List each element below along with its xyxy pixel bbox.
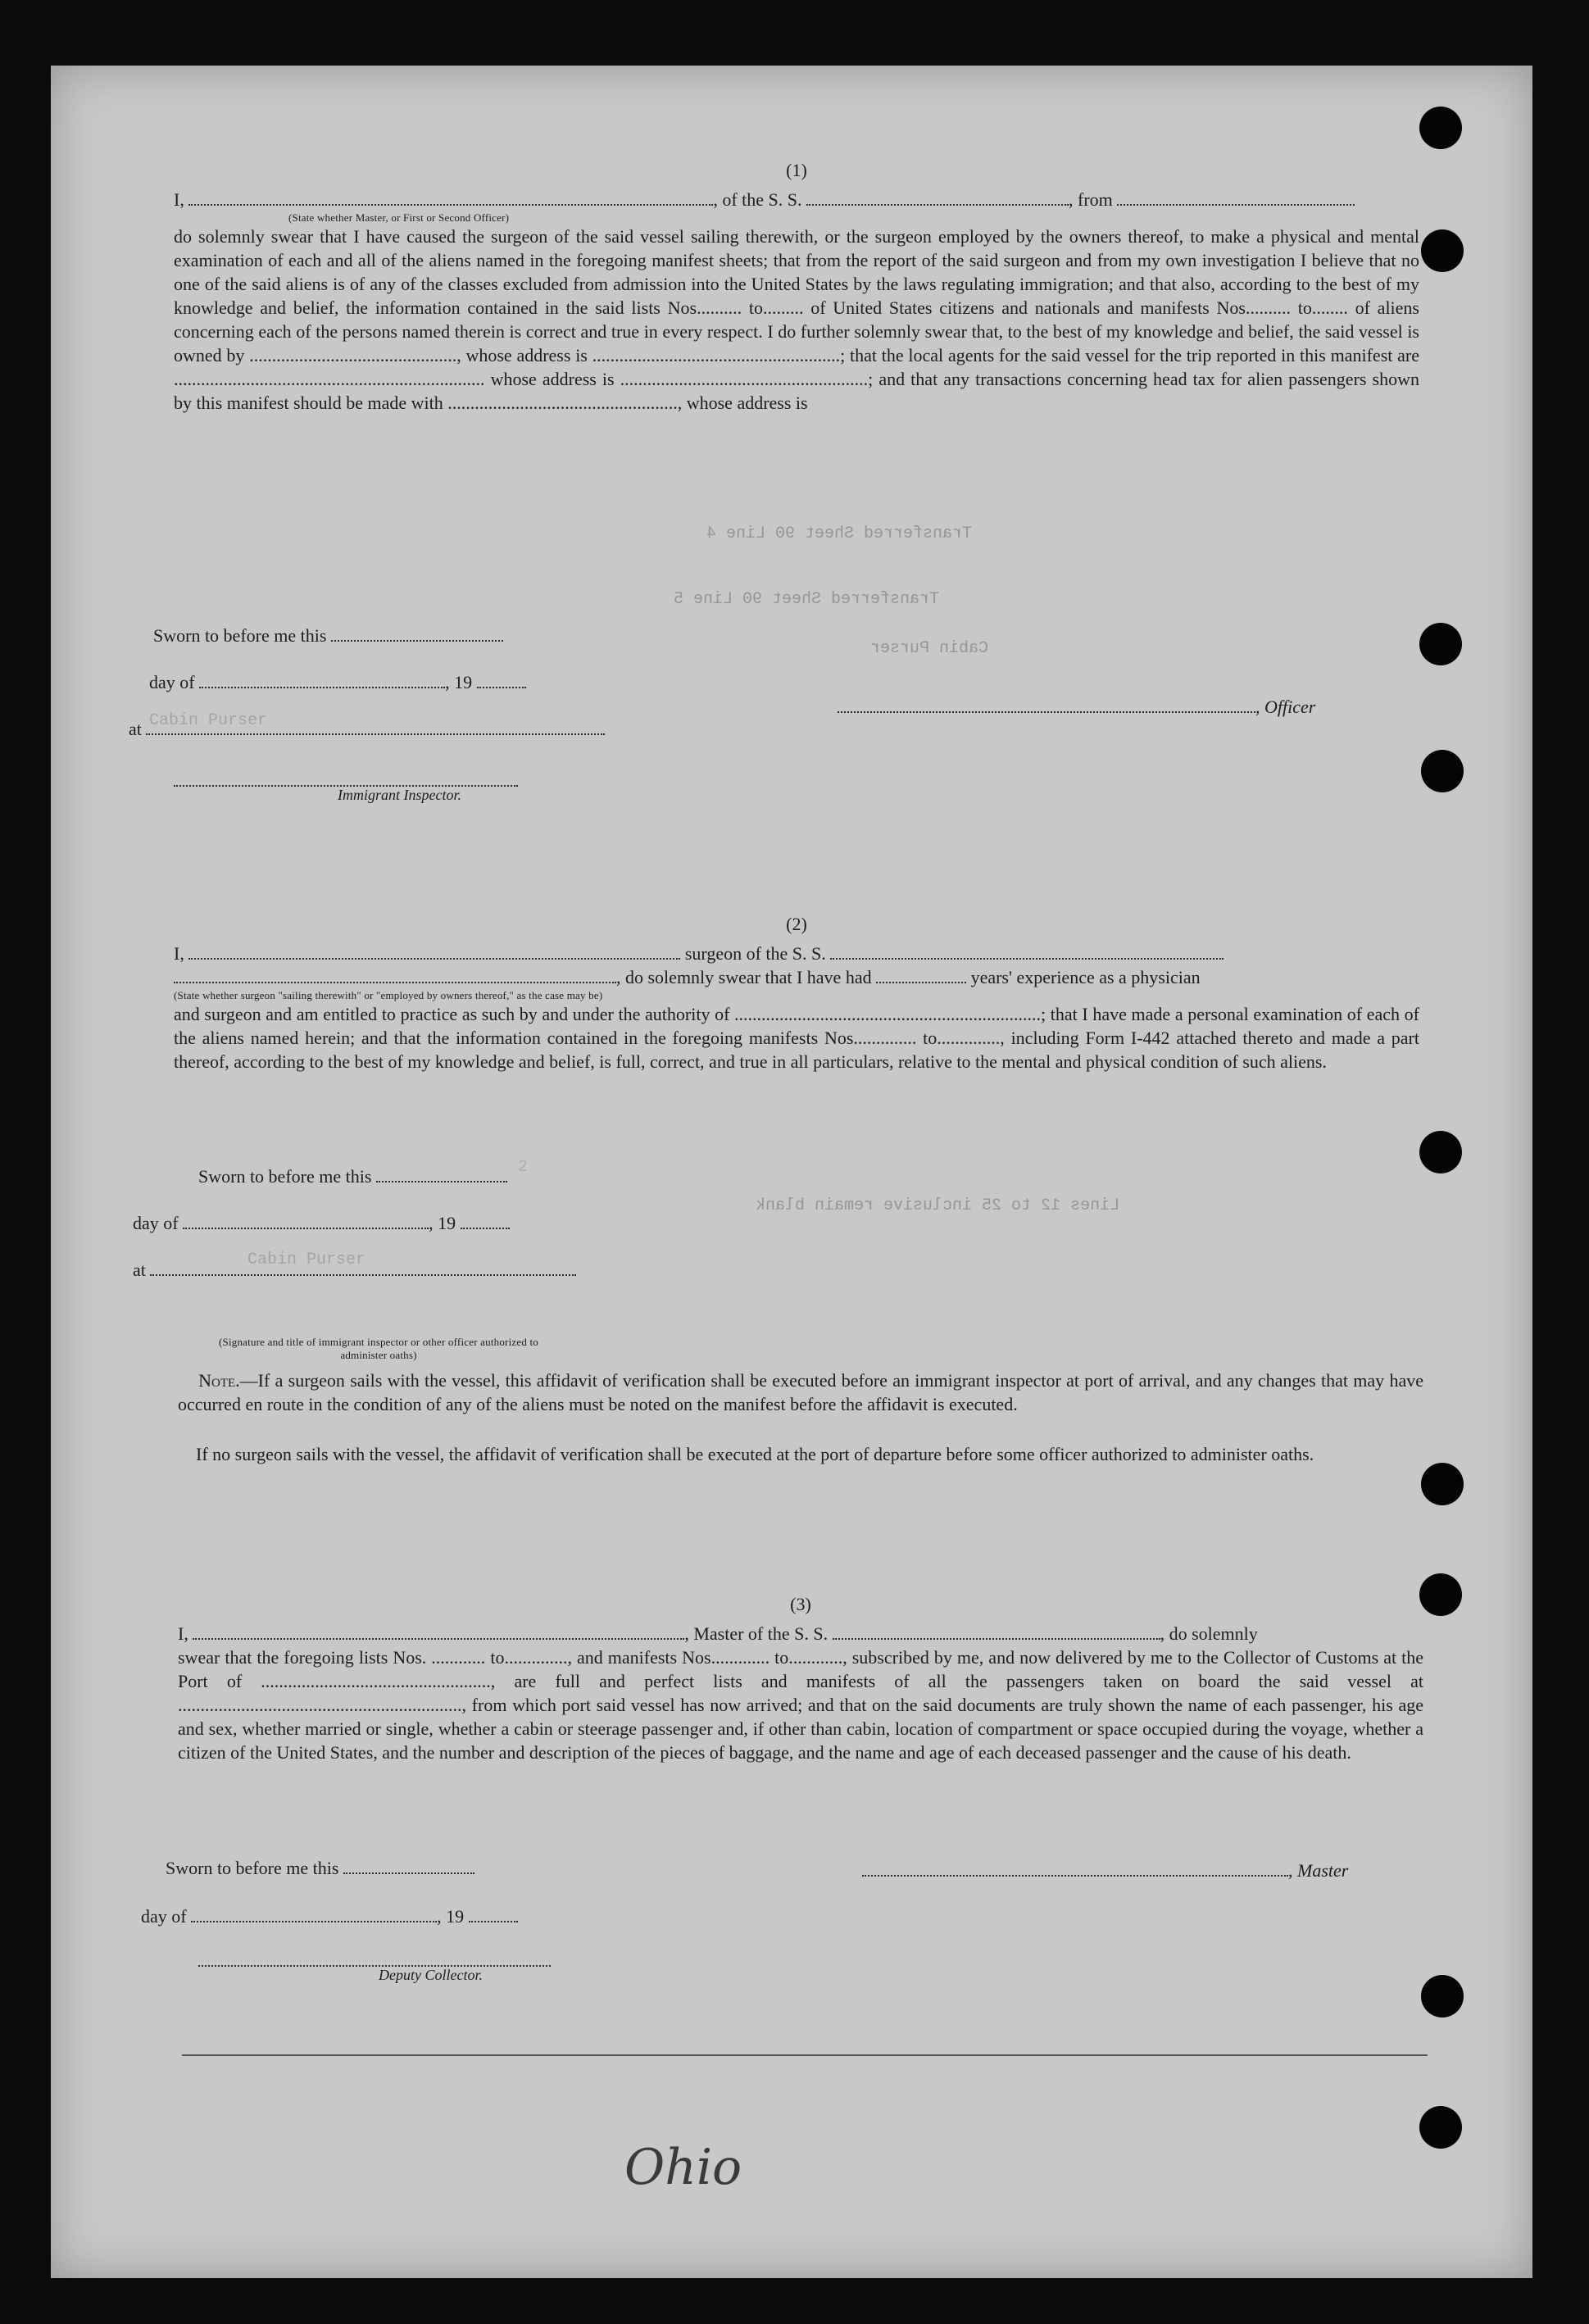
vessel-name-field[interactable] (833, 1623, 1160, 1640)
master-body: swear that the foregoing lists Nos. ............ to.............., and manifests Nos............. to............, subscribed by me, and now delivered by me to the Collector of Customs at the Port of ..................................................., are full and perfect lists and manifests of all the passengers taken on board the said vessel at ..............................................................., from which port said vessel has now arrived; and that on the said documents are truly shown the name of each passenger, his age and sex, whether married or single, whether a cabin or steerage passenger and, if other than cabin, location of compartment or space occupied during the voyage, whether a citizen of the United States, and the number and description of the pieces of baggage, and the name and age of each deceased passenger and the cause of his death. (178, 1647, 1423, 1763)
oath-body: do solemnly swear that I have caused the surgeon of the said vessel sailing therewith, or the surgeon employed by the owners thereof, to make a physical and mental examination of each and all of the aliens named in the foregoing manifest sheets; that from the report of the said surgeon and from my own investigation I believe that no one of the said aliens is of any of the classes excluded from admission into the United States by the laws regulating immigration; and that also, according to the best of my knowledge and belief, the information contained in the said lists Nos.......... to......... of United States citizens and nationals and manifests Nos.......... to........ of aliens concerning each of the persons named therein is correct and true in every respect. I do further solemnly swear that, to the best of my knowledge and belief, the said vessel is owned by .............................................., whose address is .......................................................; that the local agents for the said vessel for the trip reported in this manifest are ..................................................................... whose address is .......................................................; and that any transactions concerning head tax for alien passengers shown by this manifest should be made with ..................................................., whose address is (174, 226, 1419, 413)
month-field[interactable] (199, 672, 445, 688)
year-field[interactable] (461, 1213, 510, 1229)
binder-hole (1421, 229, 1464, 272)
deputy-signature-line: Deputy Collector. (198, 1950, 551, 1984)
section-number: (1) (786, 160, 807, 180)
vessel-name-field[interactable] (830, 943, 1224, 960)
binder-hole (1419, 1131, 1462, 1173)
deputy-signature-field[interactable] (198, 1950, 551, 1967)
note-paragraph: Note.—If a surgeon sails with the vessel, this affidavit of verification shall be executed before an immigrant inspector at port of arrival, and any changes that may have occurred en route in the condition of any of the aliens must be noted on the manifest before the affidavit is executed. (178, 1370, 1423, 1414)
handwritten-note: Ohio (624, 2139, 742, 2196)
year-field[interactable] (469, 1906, 518, 1922)
surgeon-type-note: (State whether surgeon "sailing therewith" or "employed by owners thereof," as the case may be) (174, 989, 603, 1001)
sworn-date-field[interactable] (331, 625, 503, 642)
binder-hole (1421, 750, 1464, 792)
binder-hole (1419, 623, 1462, 665)
at-line: at (129, 719, 605, 740)
month-field[interactable] (183, 1213, 429, 1229)
day-of-line: day of , 19 (141, 1906, 518, 1927)
bleed-through-text: Cabin Purser (870, 639, 989, 658)
month-field[interactable] (191, 1906, 437, 1922)
sworn-line: Sworn to before me this (166, 1858, 474, 1879)
sworn-date-field[interactable] (343, 1858, 474, 1874)
bleed-through-text: Transferred Sheet 90 Line 5 (674, 590, 940, 609)
stamped-purser-text: Cabin Purser (149, 711, 268, 730)
officer-name-field[interactable] (188, 189, 713, 206)
surgeon-name-field[interactable] (188, 943, 680, 960)
affidavit-section-3 (178, 1594, 1423, 1764)
note-paragraph-2: If no surgeon sails with the vessel, the affidavit of verification shall be executed at the port of departure before some officer authorized to administer oaths. (196, 1444, 1314, 1464)
master-header-line: I, , Master of the S. S. , do solemnly (178, 1623, 1258, 1644)
master-signature-field[interactable] (862, 1860, 1288, 1877)
manifest-page (51, 66, 1532, 2278)
at-line: at (133, 1260, 576, 1281)
day-of-line: day of , 19 (133, 1213, 510, 1234)
departure-port-field[interactable] (1117, 189, 1355, 206)
years-field[interactable] (876, 967, 966, 983)
bleed-through-text: Transferred Sheet 90 Line 4 (706, 524, 973, 543)
vessel-name-field[interactable] (806, 189, 1069, 206)
inspector-signature-line: Immigrant Inspector. (174, 770, 518, 804)
bottom-rule (182, 2054, 1428, 2056)
day-of-line: day of , 19 (149, 672, 526, 693)
stamped-purser-text: Cabin Purser (247, 1251, 366, 1269)
master-signature-line: , Master (862, 1860, 1348, 1881)
affidavit-section-1 (174, 160, 1419, 415)
affidavit-section-2 (174, 914, 1419, 1073)
surgeon-swear-line: , do solemnly swear that I have had years' experience as a physician (174, 965, 1419, 989)
binder-hole (1419, 107, 1462, 149)
section-number: (3) (790, 1594, 811, 1614)
surgeon-header-line: I, surgeon of the S. S. (174, 942, 1419, 965)
surgeon-body: and surgeon and am entitled to practice as such by and under the authority of ....................................................................; that I have made a personal examination of each of the aliens named herein; and that the information contained in the foregoing manifests Nos.............. to.............., including Form I-442 attached thereto and made a part thereof, according to the best of my knowledge and belief, is full, correct, and true in all particulars, relative to the mental and physical condition of such aliens. (174, 1004, 1419, 1072)
inspector-signature-field[interactable] (174, 770, 518, 787)
binder-hole (1419, 1573, 1462, 1616)
binder-hole (1419, 2106, 1462, 2149)
oath-header-line: I, , of the S. S. , from (174, 188, 1419, 211)
sworn-line: Sworn to before me this (153, 625, 503, 647)
binder-hole (1421, 1975, 1464, 2018)
signature-label: (Signature and title of immigrant inspector or other officer authorized to administer oaths) (219, 1336, 538, 1361)
section-number: (2) (786, 914, 807, 934)
surgeon-type-field[interactable] (174, 967, 616, 983)
bleed-through-text: Lines 12 to 25 inclusive remain blank (756, 1196, 1120, 1215)
sworn-date-field[interactable] (376, 1166, 507, 1182)
binder-hole (1421, 1463, 1464, 1505)
year-field[interactable] (477, 672, 526, 688)
sworn-line: Sworn to before me this 2 (198, 1158, 529, 1187)
officer-signature-field[interactable] (838, 697, 1255, 713)
officer-signature-line: , Officer (838, 697, 1315, 718)
officer-title-note: (State whether Master, or First or Second Officer) (288, 211, 510, 224)
master-name-field[interactable] (193, 1623, 684, 1640)
